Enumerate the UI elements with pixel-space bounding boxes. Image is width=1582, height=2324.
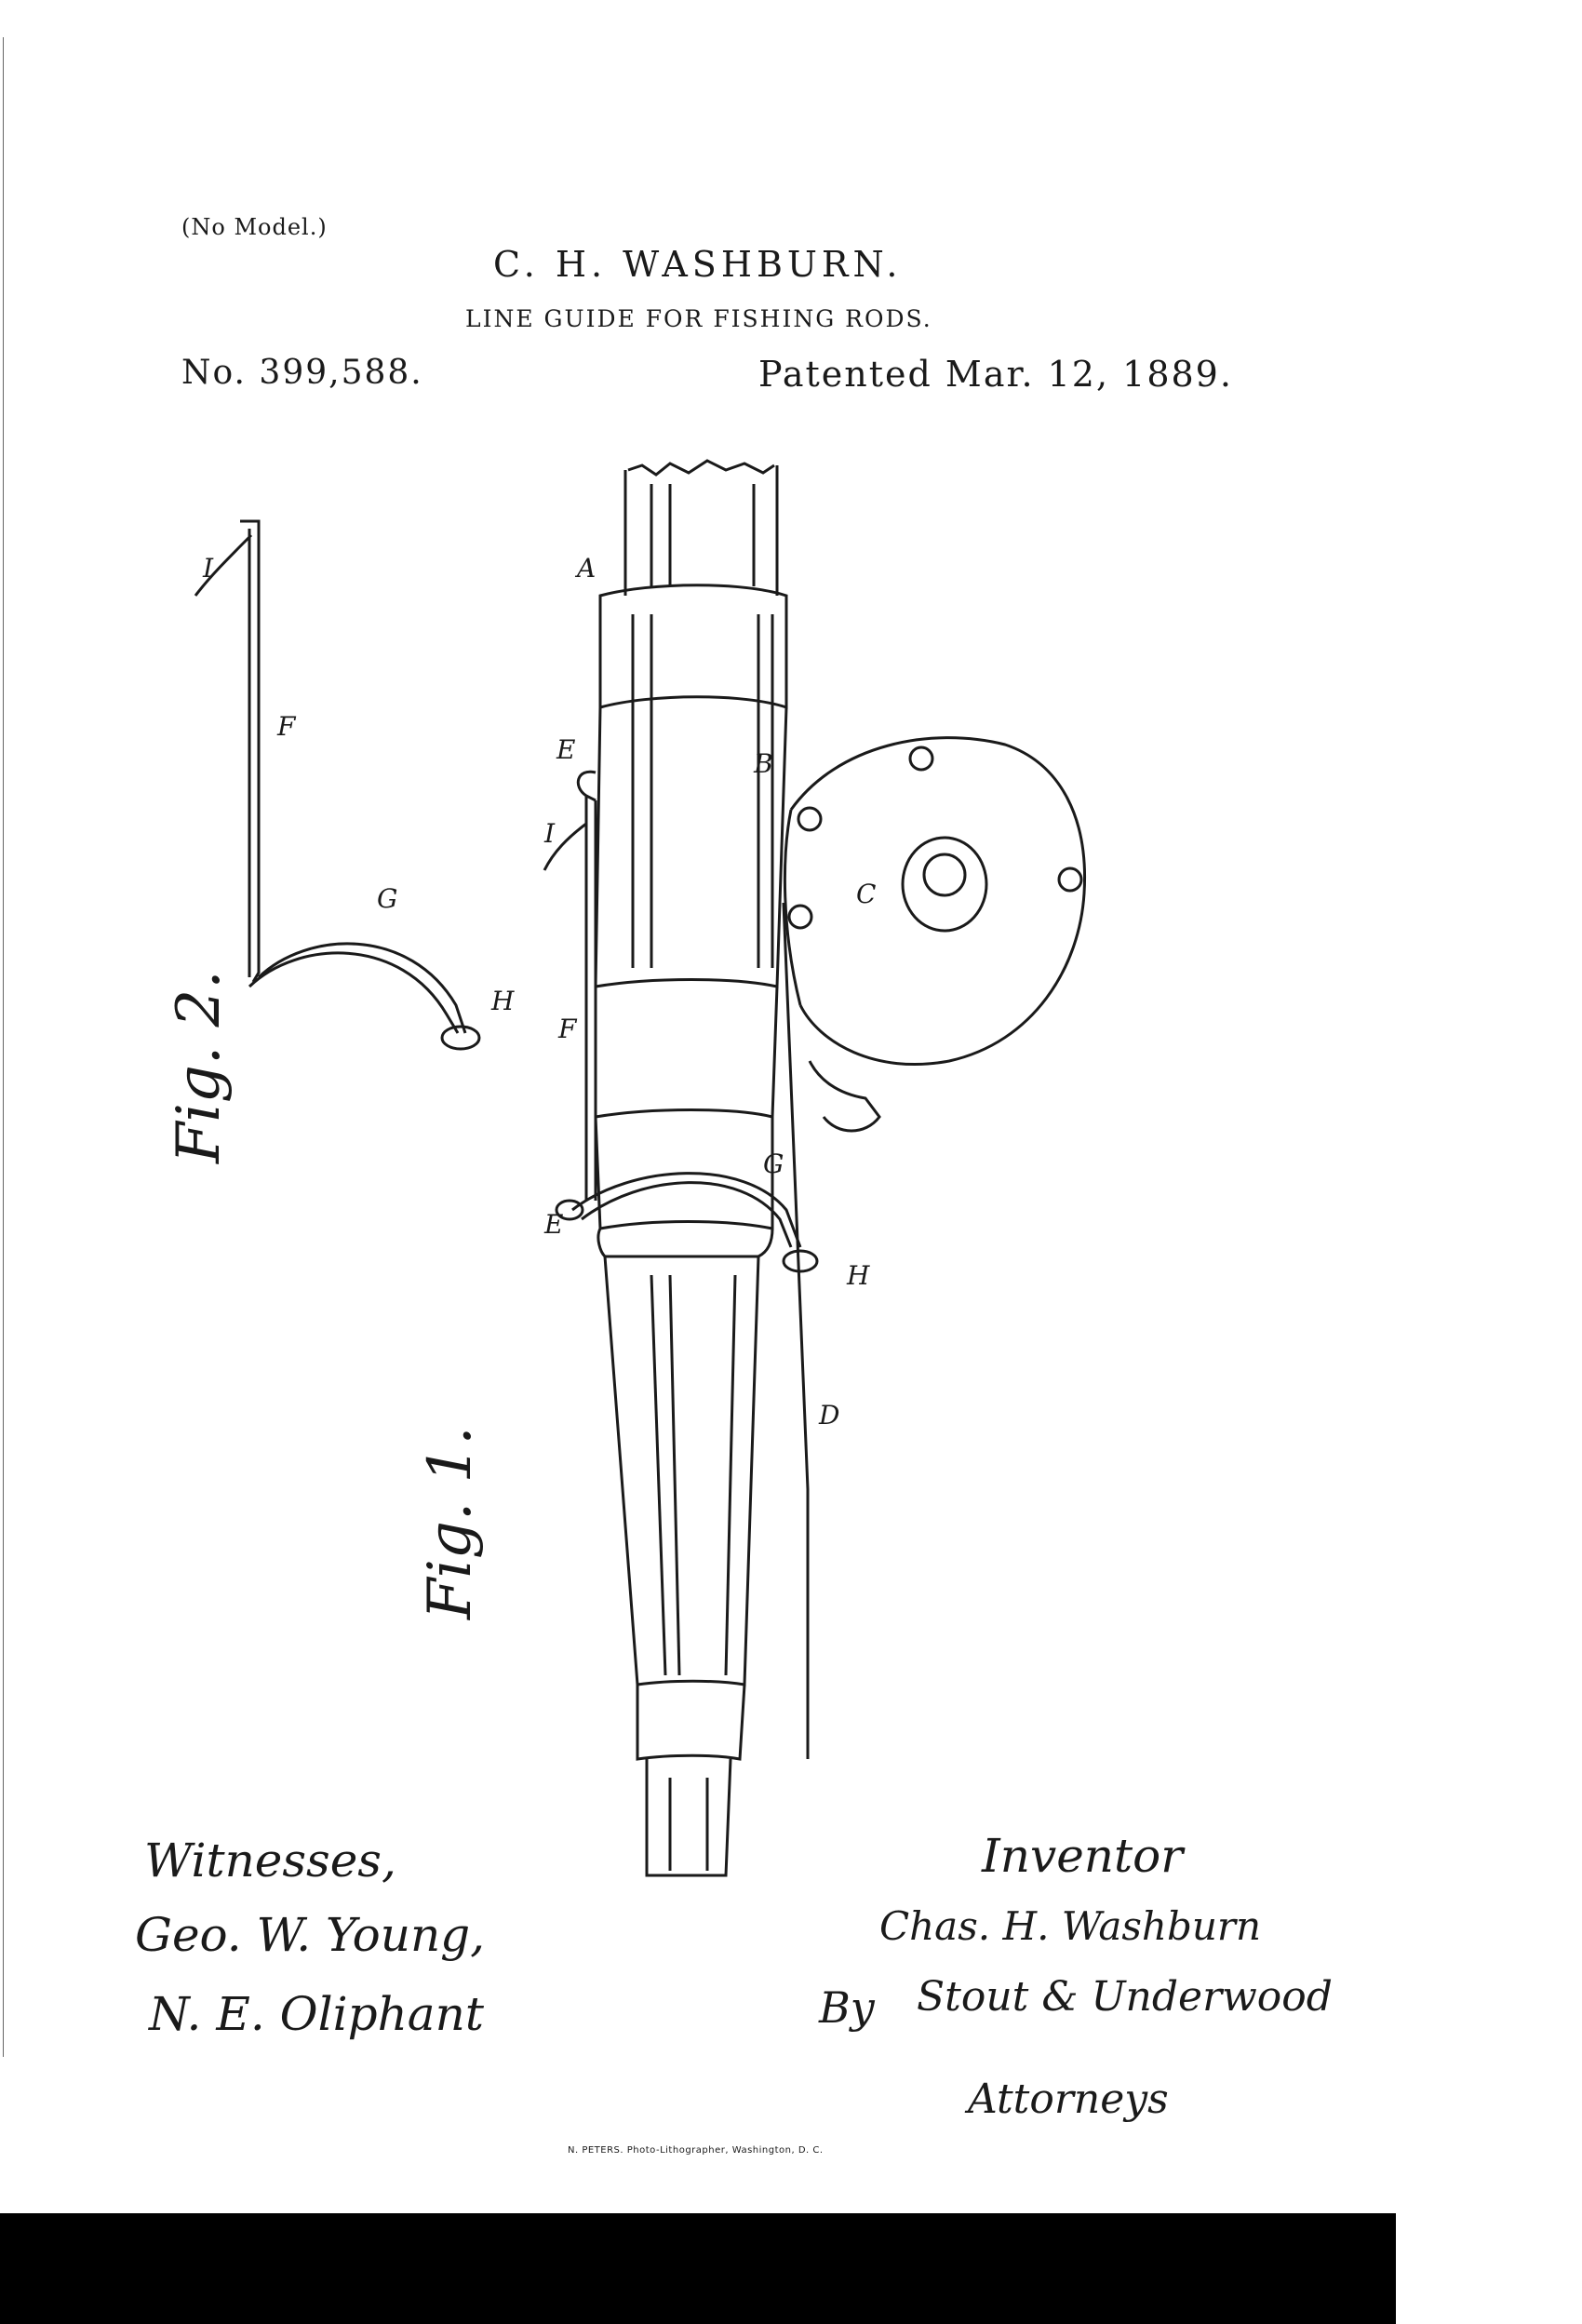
fig2-guide-wire: [195, 521, 479, 1049]
label-I-fig2: I: [203, 553, 214, 584]
fig1-reel: [784, 738, 1084, 1131]
fig1-rod: [596, 461, 786, 1875]
label-F-fig1: F: [558, 1014, 577, 1044]
no-model-note: (No Model.): [181, 214, 328, 240]
label-F-fig2: F: [277, 711, 296, 742]
fig1-guide-and-line: [544, 772, 817, 1759]
inventor-signature: Chas. H. Washburn: [879, 1903, 1262, 1949]
label-I-fig1: I: [544, 818, 556, 849]
label-H-fig1: H: [847, 1260, 870, 1291]
patent-number: No. 399,588.: [181, 354, 423, 392]
label-G-fig1: G: [763, 1149, 784, 1179]
by-label: By: [819, 1982, 875, 2033]
witness-signature-2: N. E. Oliphant: [149, 1987, 484, 2041]
fig1-label: Fig. 1.: [416, 1426, 485, 1619]
inventor-label: Inventor: [982, 1829, 1184, 1883]
label-D: D: [819, 1400, 840, 1431]
label-E-bottom: E: [544, 1209, 564, 1240]
label-A: A: [577, 553, 597, 584]
printer-imprint: N. PETERS. Photo-Lithographer, Washington, D. C.: [568, 2145, 824, 2156]
label-H-fig2: H: [491, 986, 515, 1016]
attorneys-label: Attorneys: [968, 2075, 1169, 2123]
inventor-name: C. H. WASHBURN.: [493, 244, 903, 285]
label-G-fig2: G: [377, 883, 398, 914]
patent-date: Patented Mar. 12, 1889.: [758, 354, 1233, 395]
scan-border-bar: [0, 2213, 1396, 2324]
fig2-label: Fig. 2.: [165, 970, 234, 1163]
label-B: B: [754, 748, 773, 779]
witnesses-label: Witnesses,: [144, 1834, 396, 1887]
attorney-signature: Stout & Underwood: [917, 1973, 1333, 2021]
label-E-top: E: [556, 734, 576, 765]
patent-title: LINE GUIDE FOR FISHING RODS.: [465, 305, 932, 332]
label-C: C: [856, 879, 877, 909]
witness-signature-1: Geo. W. Young,: [135, 1908, 486, 1962]
